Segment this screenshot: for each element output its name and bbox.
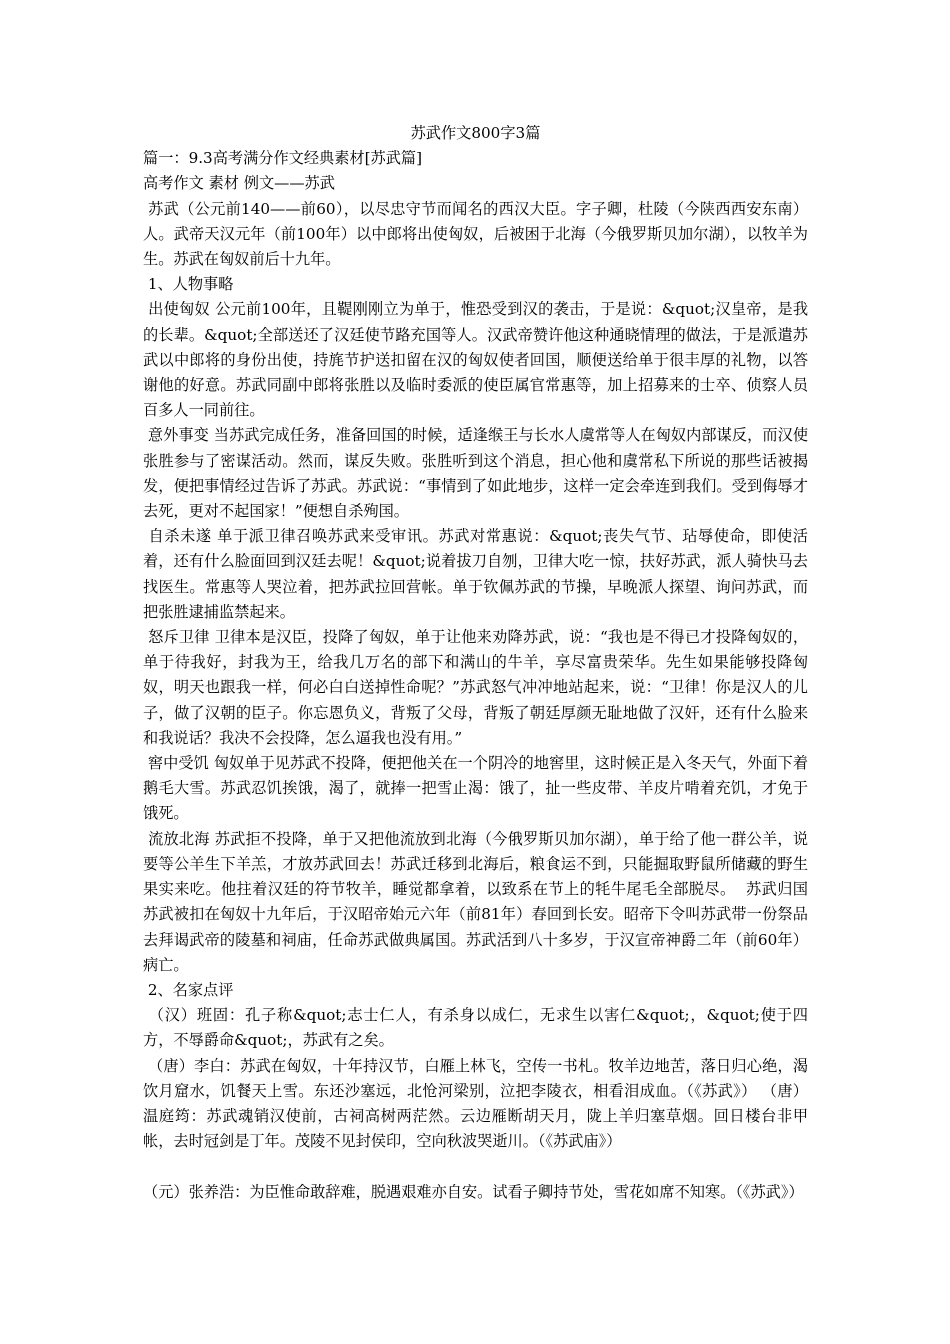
paragraph-heading-comments: 2、名家点评	[143, 980, 234, 999]
paragraph-section-heading: 篇一：9.3高考满分作文经典素材[苏武篇]	[143, 149, 423, 168]
paragraph-subtitle: 高考作文 素材 例文——苏武	[143, 174, 335, 193]
paragraph-heading-biography: 1、人物事略	[143, 275, 234, 294]
document-body	[143, 121, 813, 1205]
paragraph-incident: 意外事变 当苏武完成任务，准备回国的时候，适逢缑王与长水人虞常等人在匈奴内部谋反，而汉使张胜参与了密谋活动。然而，谋反失败。张胜听到这个消息，担心他和虞常私下所说的那些话被揭发，便把事情经过告诉了苏武。苏武说：“事情到了如此地步，这样一定会牵连到我们。受到侮辱才去死，更对不起国家！”便想自杀殉国。	[143, 426, 809, 521]
paragraph-rebuke: 怒斥卫律 卫律本是汉臣，投降了匈奴，单于让他来劝降苏武，说：“我也是不得已才投降匈奴的，单于待我好，封我为王，给我几万名的部下和满山的牛羊，享尽富贵荣华。先生如果能够投降匈奴，明天也跟我一样，何必白白送掉性命呢？”苏武怒气冲冲地站起来，说：“卫律！你是汉人的儿子，做了汉朝的臣子。你忘恩负义，背叛了父母，背叛了朝廷厚颜无耻地做了汉奸，还有什么脸来和我说话？我决不会投降，怎么逼我也没有用。”	[143, 628, 809, 747]
paragraph-comment-yuan: （元）张养浩：为臣惟命敢辞难，脱遇艰难亦自安。试看子卿持节处，雪花如席不知寒。（《苏武》）	[143, 1157, 804, 1201]
paragraph-comment-tang: （唐）李白：苏武在匈奴，十年持汉节，白雁上林飞，空传一书札。牧羊边地苦，落日归心绝，渴饮月窟水，饥餐天上雪。东还沙塞远，北怆河梁别，泣把李陵衣，相看泪成血。（《苏武》） （唐）温庭筠：苏武魂销汉使前，古祠高树两茫然。云边雁断胡天月，陇上羊归塞草烟。回日楼台非甲帐，去时冠剑是丁年。茂陵不见封侯印，空向秋波哭逝川。（《苏武庙》）	[143, 1056, 809, 1151]
document-title: 苏武作文800字3篇	[410, 124, 541, 142]
paragraph-suicide-attempt: 自杀未遂 单于派卫律召唤苏武来受审讯。苏武对常惠说：&quot;丧失气节、玷辱使命，即使活着，还有什么脸面回到汉廷去呢！&quot;说着拔刀自刎，卫律大吃一惊，扶好苏武，派人骑快马去找医生。常惠等人哭泣着，把苏武拉回营帐。单于钦佩苏武的节操，早晚派人探望、询问苏武，而把张胜逮捕监禁起来。	[143, 527, 808, 621]
paragraph-mission: 出使匈奴 公元前100年，且鞮刚刚立为单于，惟恐受到汉的袭击，于是说：&quot;汉皇帝，是我的长辈。&quot;全部送还了汉廷使节路充国等人。汉武帝赞许他这种通晓情理的做法，于是派遣苏武以中郎将的身份出使，持旄节护送扣留在汉的匈奴使者回国，顺便送给单于很丰厚的礼物，以答谢他的好意。苏武同副中郎将张胜以及临时委派的使臣属官常惠等，加上招募来的士卒、侦察人员百多人一同前往。	[143, 300, 809, 420]
paragraph-exile: 流放北海 苏武拒不投降，单于又把他流放到北海（今俄罗斯贝加尔湖），单于给了他一群公羊，说要等公羊生下羊羔，才放苏武回去！苏武迁移到北海后，粮食运不到，只能掘取野鼠所储藏的野生果实来吃。他拄着汉廷的符节牧羊，睡觉都拿着，以致系在节上的牦牛尾毛全部脱尽。 苏武归国 苏武被扣在匈奴十九年后，于汉昭帝始元六年（前81年）春回到长安。昭帝下令叫苏武带一份祭品去拜谒武帝的陵墓和祠庙，任命苏武做典属国。苏武活到八十多岁，于汉宣帝神爵二年（前60年）病亡。	[143, 829, 813, 974]
paragraph-comment-bangu: （汉）班固：孔子称&quot;志士仁人，有杀身以成仁，无求生以害仁&quot;，&quot;使于四方，不辱爵命&quot;，苏武有之矣。	[143, 1006, 808, 1050]
paragraph-cellar: 窖中受饥 匈奴单于见苏武不投降，便把他关在一个阴冷的地窖里，这时候正是入冬天气，外面下着鹅毛大雪。苏武忍饥挨饿，渴了，就捧一把雪止渴：饿了，扯一些皮带、羊皮片啃着充饥，才免于饿死。	[143, 754, 809, 823]
paragraph-intro: 苏武（公元前140——前60），以尽忠守节而闻名的西汉大臣。字子卿，杜陵（今陕西西安东南）人。武帝天汉元年（前100年）以中郎将出使匈奴，后被困于北海（今俄罗斯贝加尔湖），以牧羊为生。苏武在匈奴前后十九年。	[143, 199, 809, 269]
